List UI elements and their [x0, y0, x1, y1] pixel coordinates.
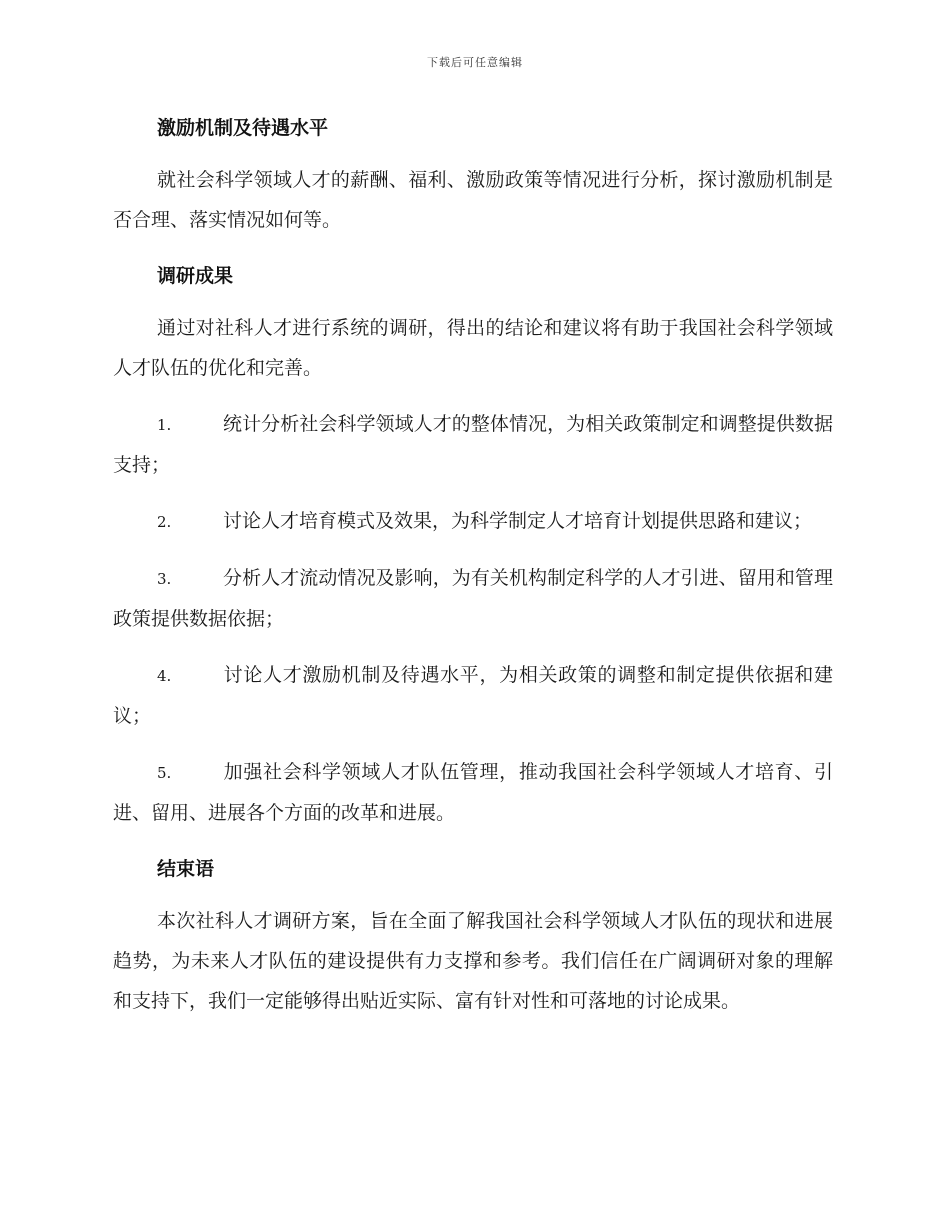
- list-item: [113, 752, 833, 833]
- page-header: 下载后可任意编辑: [427, 56, 523, 69]
- section-heading-conclusion: 结束语: [157, 858, 215, 880]
- section-heading-incentive: 激励机制及待遇水平: [157, 117, 329, 139]
- list-item: [113, 655, 833, 736]
- section-paragraph-incentive: 就社会科学领域人才的薪酬、福利、激励政策等情况进行分析，探讨激励机制是否合理、落实情况如何等。: [113, 169, 833, 231]
- list-item-text: 加强社会科学领域人才队伍管理，推动我国社会科学领域人才培育、引进、留用、进展各个方面的改革和进展。: [113, 761, 833, 824]
- list-item-text: 讨论人才培育模式及效果，为科学制定人才培育计划提供思路和建议；: [223, 510, 813, 532]
- list-item-number: 3.: [157, 570, 172, 588]
- document-body: [113, 108, 833, 1037]
- list-item-number: 2.: [157, 513, 172, 531]
- list-item-number: 4.: [157, 667, 172, 685]
- list-item: [113, 501, 833, 542]
- section-paragraph-conclusion: 本次社科人才调研方案，旨在全面了解我国社会科学领域人才队伍的现状和进展趋势，为未来人才队伍的建设提供有力支撑和参考。我们信任在广阔调研对象的理解和支持下，我们一定能够得出贴近实际、富有针对性和可落地的讨论成果。: [113, 910, 833, 1012]
- list-item-text: 统计分析社会科学领域人才的整体情况，为相关政策制定和调整提供数据支持；: [113, 413, 833, 476]
- list-item-number: 1.: [157, 416, 172, 434]
- list-item-text: 讨论人才激励机制及待遇水平，为相关政策的调整和制定提供依据和建议；: [113, 664, 833, 727]
- section-paragraph-results: 通过对社科人才进行系统的调研，得出的结论和建议将有助于我国社会科学领域人才队伍的优化和完善。: [113, 317, 833, 379]
- section-heading-results: 调研成果: [157, 265, 234, 287]
- list-item: [113, 558, 833, 639]
- list-item-number: 5.: [157, 764, 172, 782]
- list-item-text: 分析人才流动情况及影响，为有关机构制定科学的人才引进、留用和管理政策提供数据依据；: [113, 567, 833, 630]
- list-item: [113, 404, 833, 485]
